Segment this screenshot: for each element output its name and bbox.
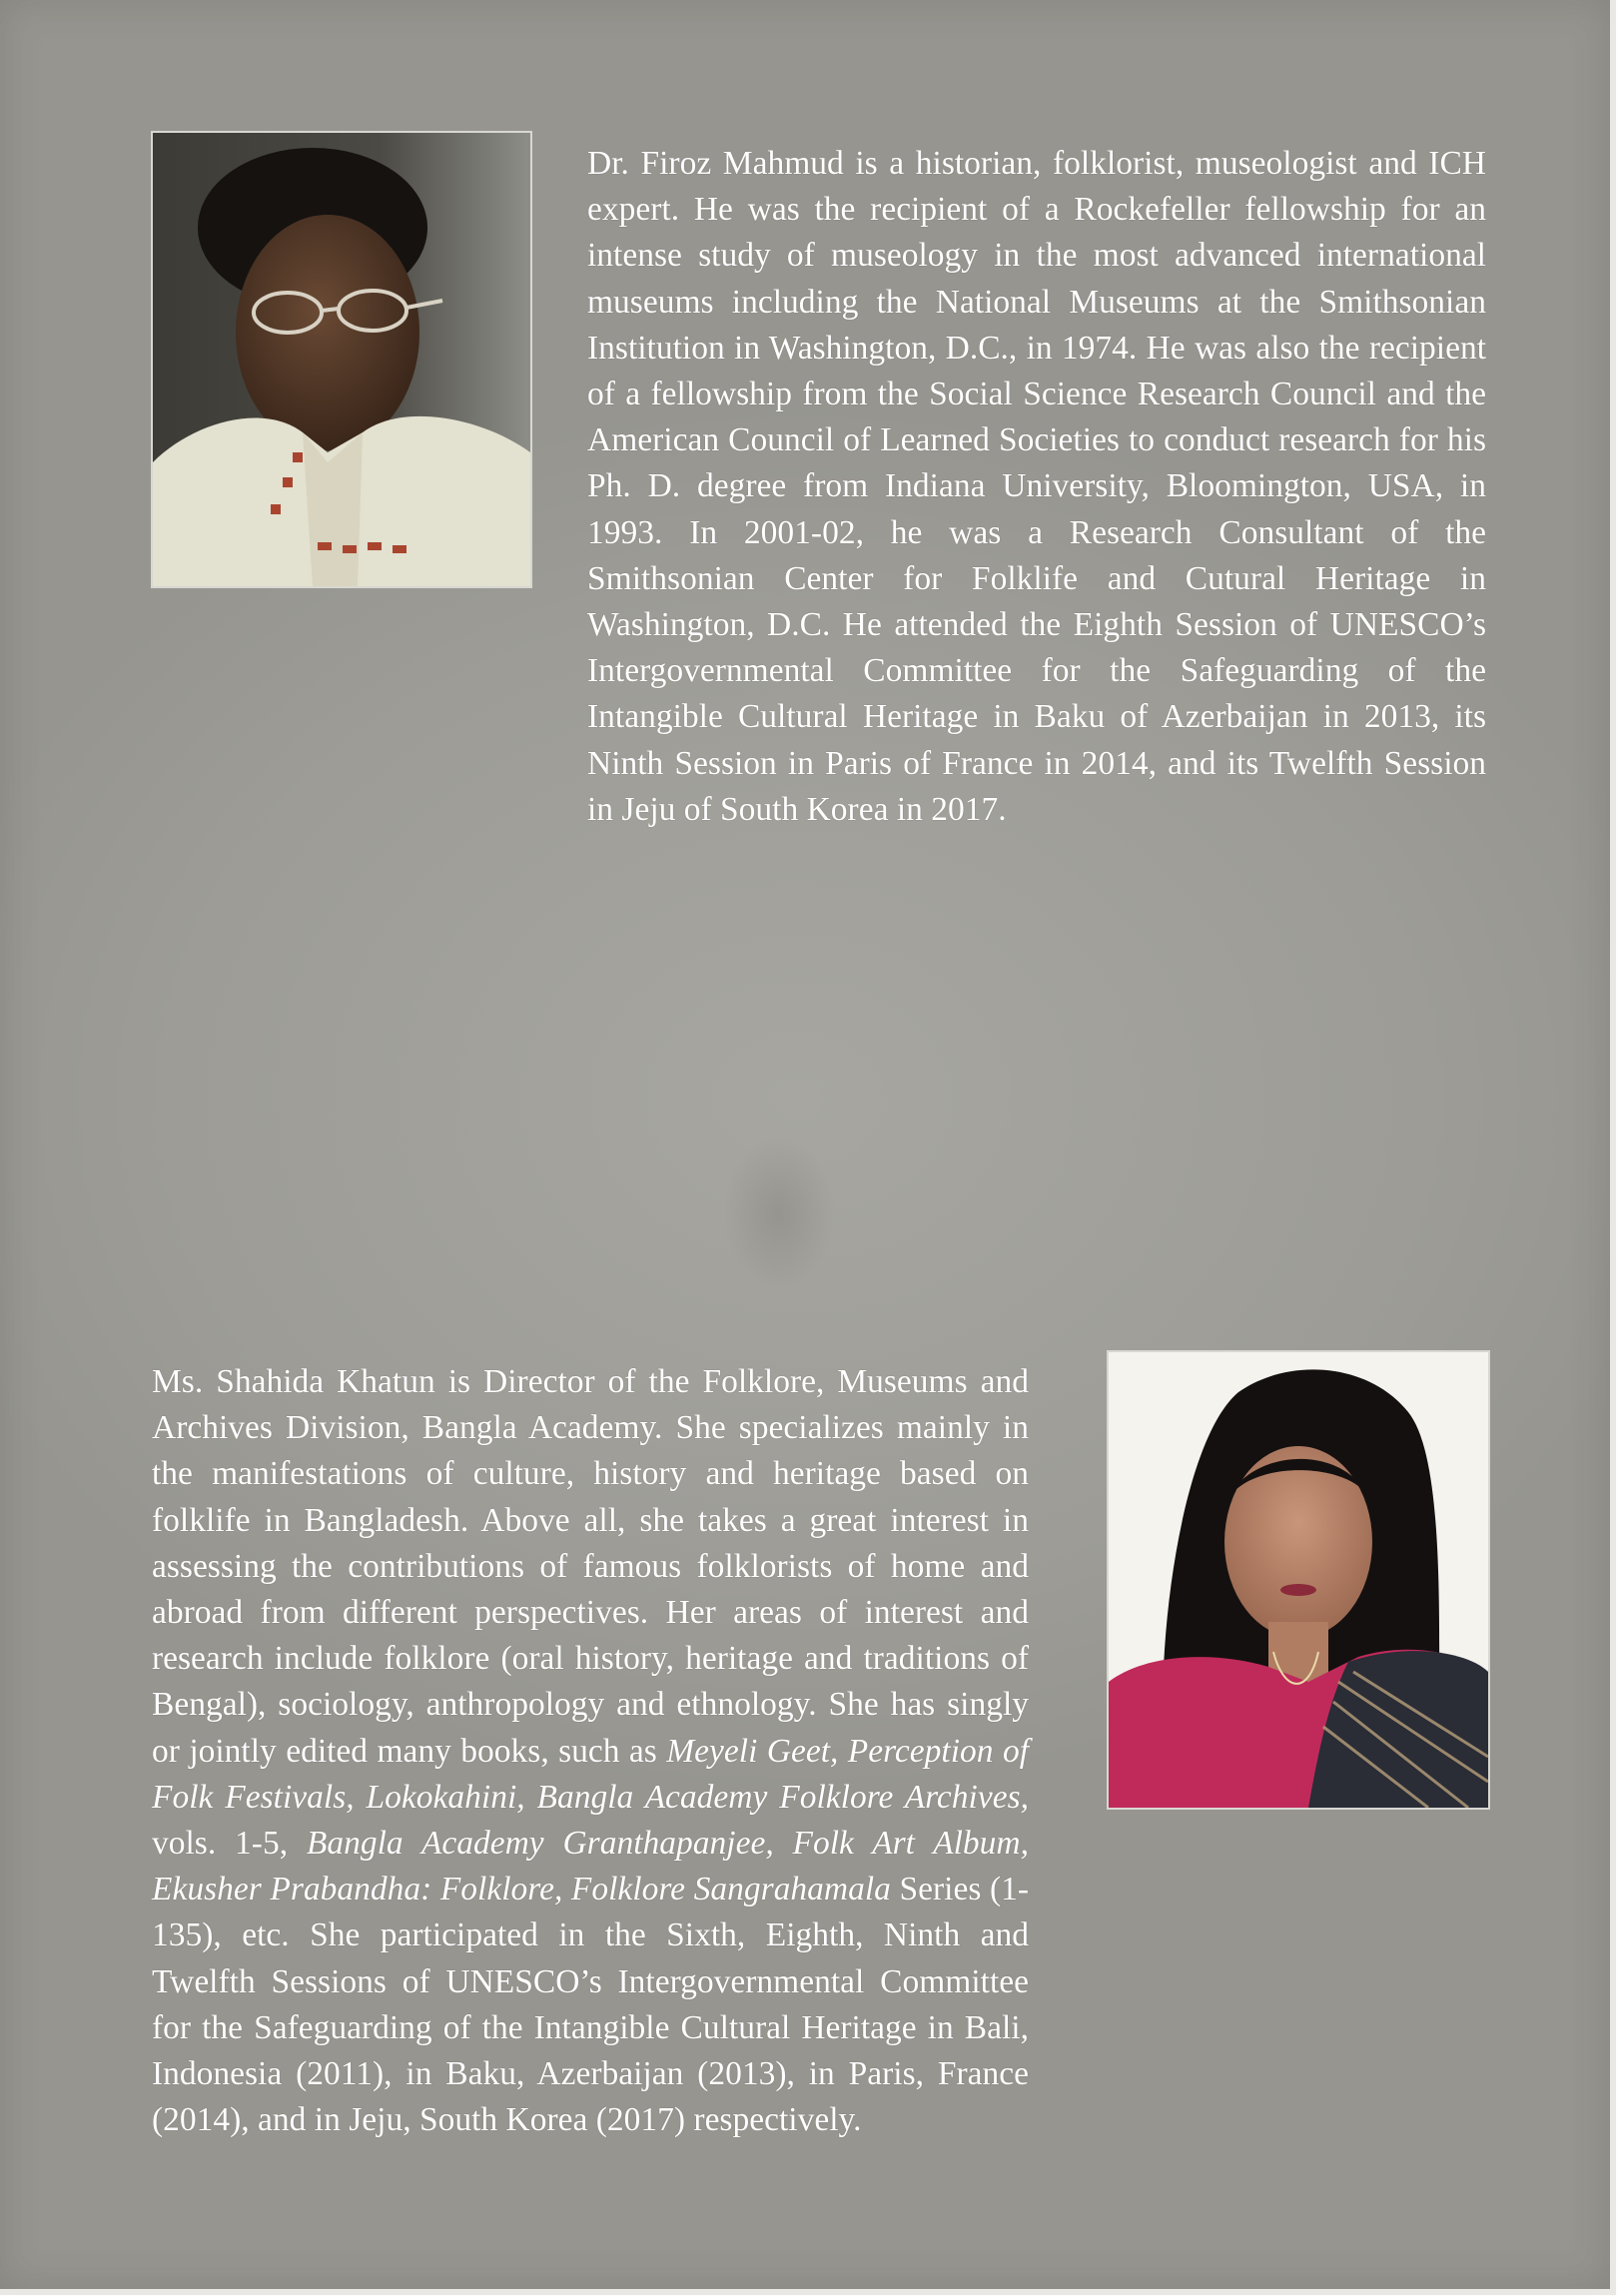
- shahida-bio-intro: Ms. Shahida Khatun is Director of the Folklore, Museums and Archives Division, Bangla Academy. She specializes mainly in the manifestations of culture, history and heritage based on folklife in Bangladesh. Above all, she takes a great interest in assessing the contributions of famous folklorists of home and abroad from different perspectives. Her areas of interest and research include folklore (oral history, heritage and traditions of Bengal), sociology, anthropology and ethnology. She has singly or jointly edited many books, such as: [152, 1363, 1029, 1770]
- firoz-mahmud-photo: [153, 133, 530, 586]
- firoz-mahmud-bio: Dr. Firoz Mahmud is a historian, folklorist, museologist and ICH expert. He was the recipient of a Rockefeller fellowship for an intense study of museology in the most advanced international museums including the National Museums at the Smithsonian Institution in Washington, D.C., in 1974. He was also the recipient of a fellowship from the Social Science Research Council and the American Council of Learned Societies to conduct research for his Ph. D. degree from Indiana University, Bloomington, USA, in 1993. In 2001-02, he was a Research Consultant of the Smithsonian Center for Folklife and Cutural Heritage in Washington, D.C. He attended the Eighth Session of UNESCO’s Intergovernmental Committee for the Safeguarding of the Intangible Cultural Heritage in Baku of Azerbaijan in 2013, its Ninth Session in Paris of France in 2014, and its Twelfth Session in Jeju of South Korea in 2017.: [587, 145, 1486, 828]
- shahida-books-vols: vols. 1-5,: [152, 1825, 307, 1863]
- shahida-khatun-bio: [152, 1359, 1029, 2143]
- shahida-bio-sessions: Series (1-135), etc. She participated in the Sixth, Eighth, Ninth and Twelfth Sessions of UNESCO’s Intergovernmental Committee for the Safeguarding of the Intangible Cultural Heritage in Bali, Indonesia (2011), in Baku, Azerbaijan (2013), in Paris, France (2014), and in Jeju, South Korea (2017) respectively.: [152, 1871, 1030, 2139]
- firoz-mahmud-portrait-image: [153, 133, 530, 586]
- shahida-khatun-photo: [1109, 1352, 1488, 1808]
- shahida-khatun-portrait-image: [1109, 1352, 1488, 1808]
- shahida-books-titles-b: Bangla Academy Granthapanjee, Folk Art Album, Ekusher Prabandha: Folklore, Folklore Sangrahamala: [152, 1825, 1029, 1909]
- shahida-books-titles-a: Meyeli Geet, Perception of Folk Festivals, Lokokahini, Bangla Academy Folklore Archives,: [152, 1732, 1029, 1816]
